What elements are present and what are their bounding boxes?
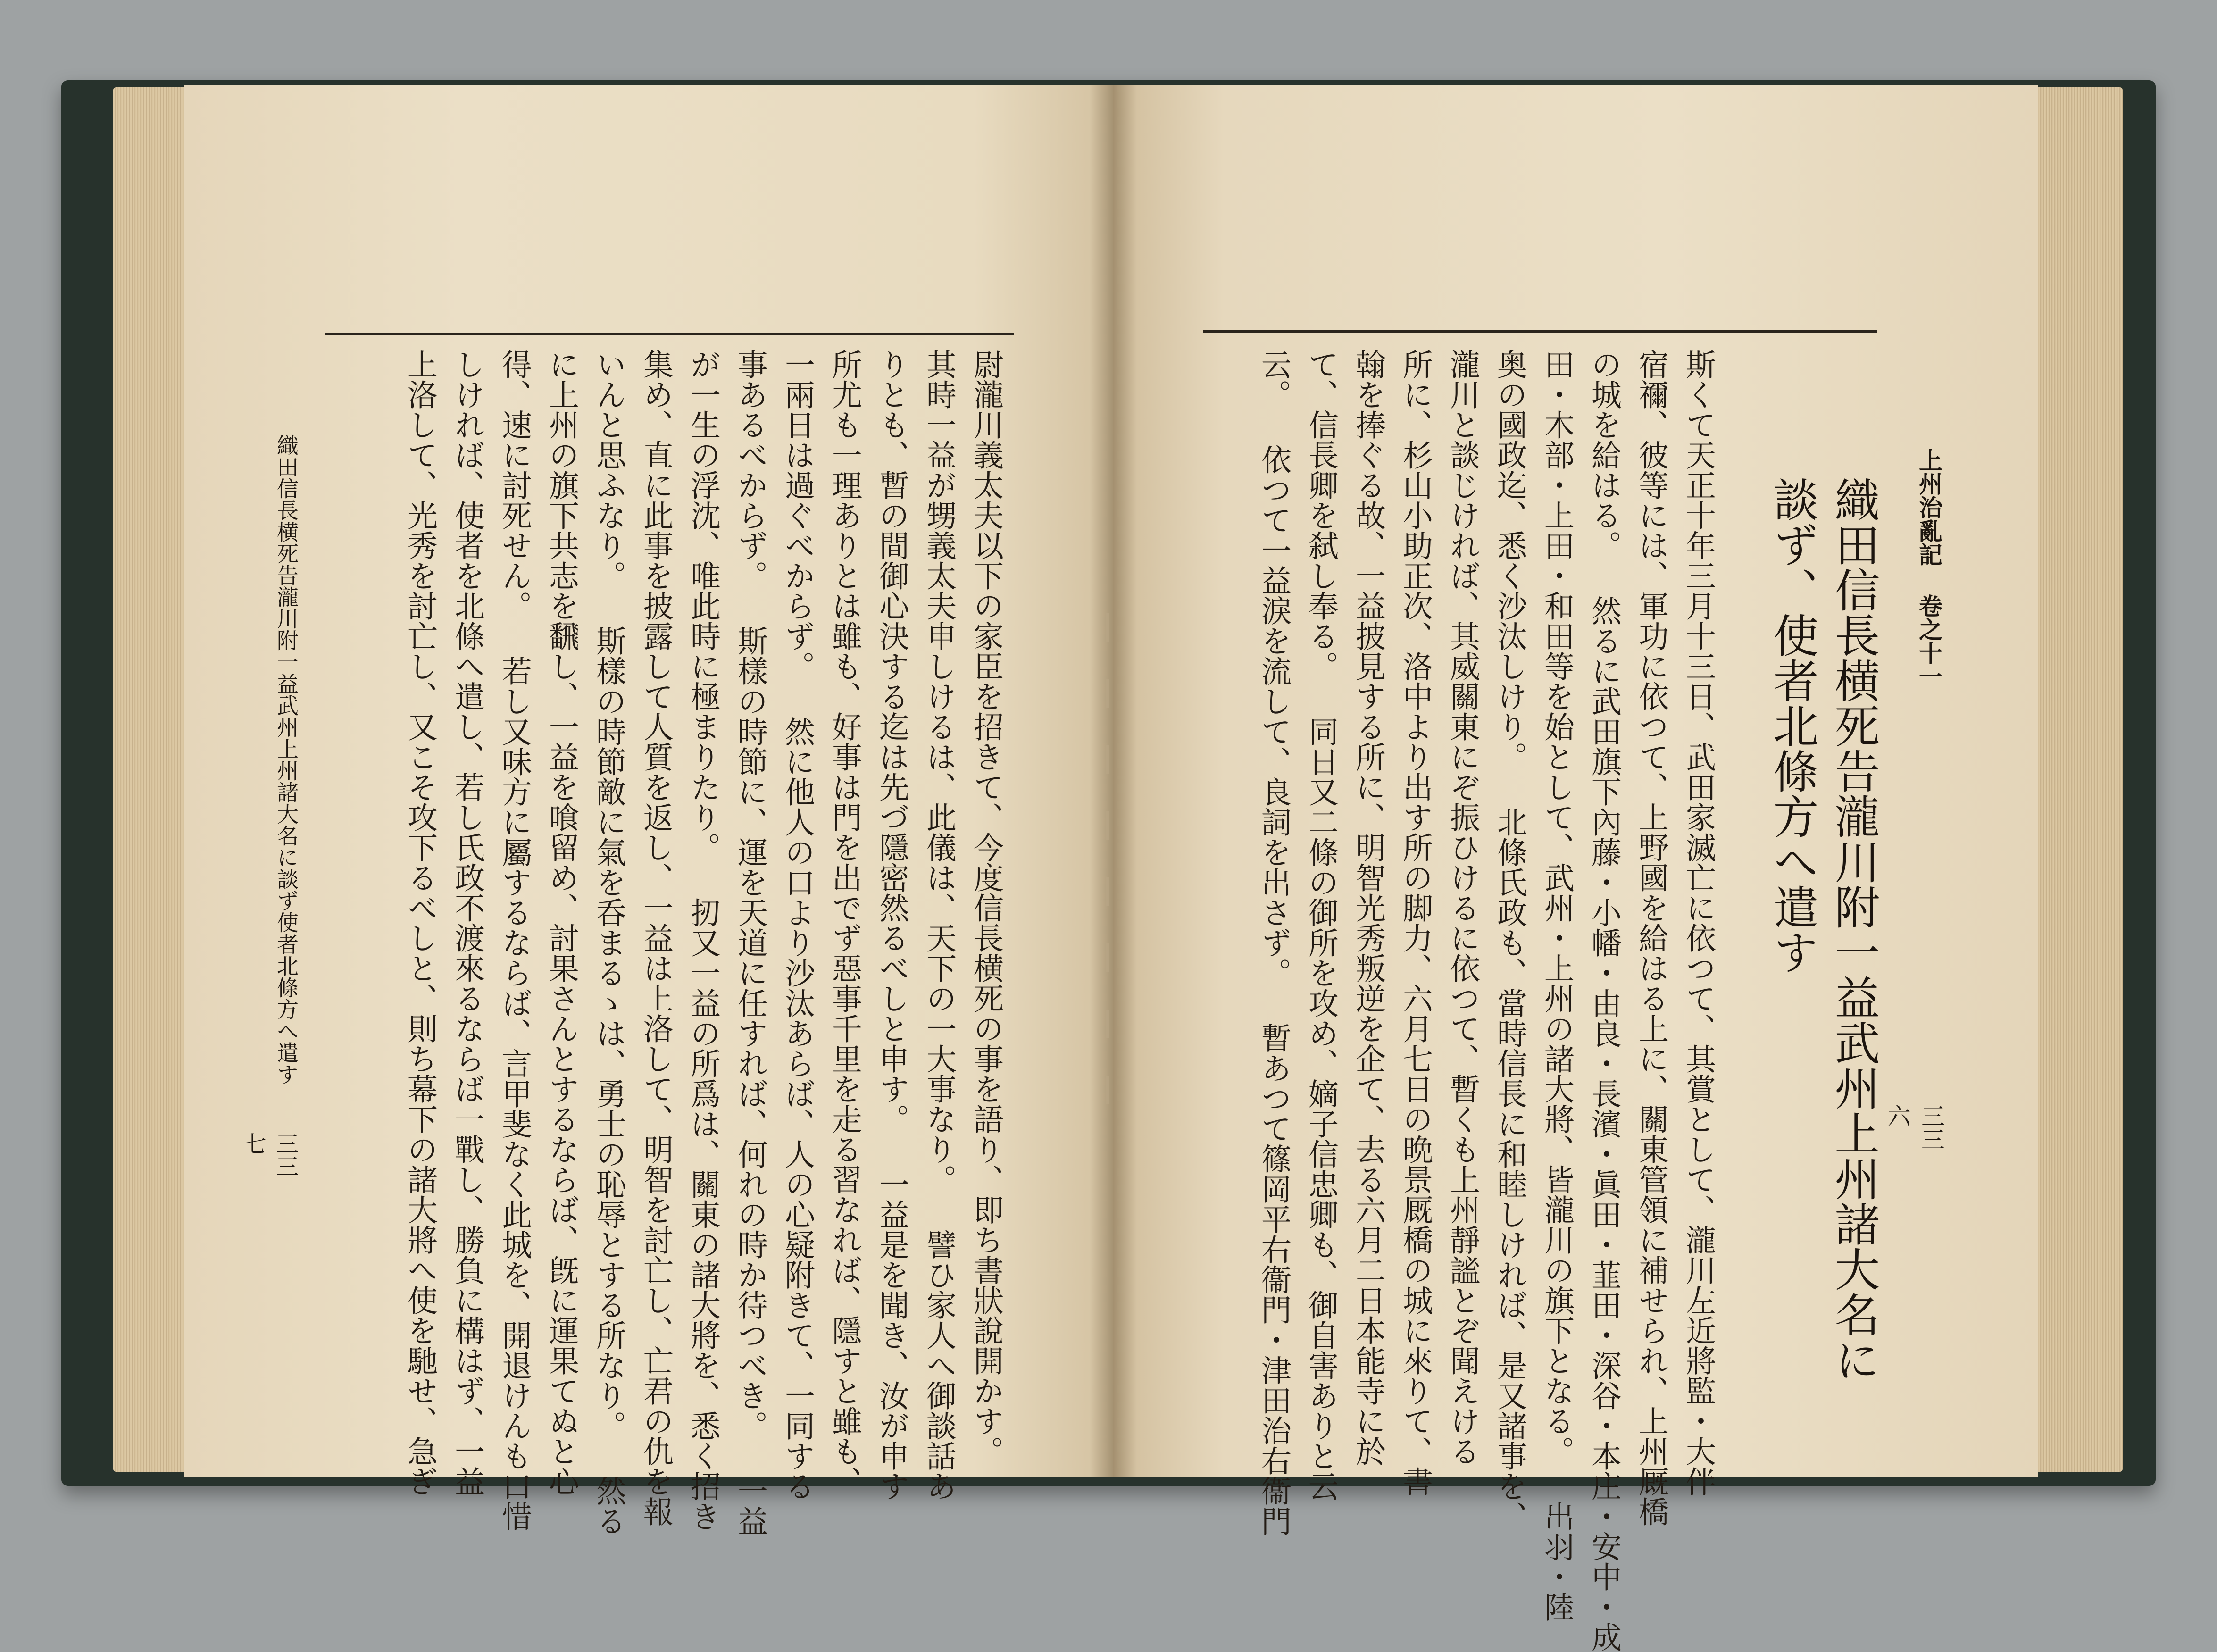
book-gutter xyxy=(1090,85,1137,1477)
text-line: 翰を捧ぐる故、一益披見する所に、明智光秀叛逆を企て、去る六月二日本能寺に於 xyxy=(1350,349,1385,1466)
text-line: いんと思ふなり。 斯樣の時節敵に氣を呑まるゝは、勇士の恥辱とする所なり。 然る xyxy=(591,349,626,1536)
text-line: 尉瀧川義太夫以下の家臣を招きて、今度信長横死の事を語り、即ち書狀說開かす。 xyxy=(968,349,1003,1466)
text-line: 斯くて天正十年三月十三日、武田家滅亡に依つて、其賞として、瀧川左近將監・大伴 xyxy=(1681,349,1716,1496)
text-line: が一生の浮沈、唯此時に極まりたり。 扨又一益の所爲は、關東の諸大將を、悉く招き xyxy=(685,349,720,1531)
heading-line-1: 織田信長横死告瀧川附一益武州上州諸大名に xyxy=(1827,476,1880,1382)
text-line: 事あるべからず。 斯樣の時節に、運を天道に任すれば、何れの時か待つべき。 一益 xyxy=(733,349,767,1536)
text-line: 瀧川と談じければ、其威關東にぞ振ひけるに依つて、暫くも上州靜謐とぞ聞えける xyxy=(1445,349,1480,1466)
text-line: の城を給はる。 然るに武田旗下內藤・小幡・由良・長濱・眞田・韮田・深谷・本庄・安中・成 xyxy=(1586,349,1621,1652)
text-line: 所に、杉山小助正次、洛中より出す所の脚力、六月七日の晩景厩橋の城に來りて、書 xyxy=(1398,349,1433,1496)
text-line: 云。 依つて一益淚を流して、良詞を出さず。 暫あつて篠岡平右衞門・津田治右衞門 xyxy=(1256,349,1291,1536)
left-page-number: 三三七 xyxy=(240,1132,299,1177)
text-line: 其時一益が甥義太夫申しけるは、此儀は、天下の一大事なり。 譬ひ家人へ御談話あ xyxy=(921,349,956,1501)
right-page-number: 三三六 xyxy=(1884,1104,1945,1151)
binding-thread xyxy=(1106,613,1109,1132)
left-page-body xyxy=(402,349,1009,1536)
right-page-body xyxy=(1205,349,1722,1652)
text-line: 一兩日は過ぐべからず。 然に他人の口より沙汰あらば、人の心疑附きて、一同する xyxy=(780,349,815,1501)
right-page-block-edge xyxy=(2028,87,2123,1472)
left-page-top-rule xyxy=(325,333,1014,335)
text-line: 上洛して、光秀を討亡し、又こそ攻下るべしと、則ち幕下の諸大將へ使を馳せ、急ぎ xyxy=(402,349,437,1496)
right-running-title: 上州治亂記 卷之十一 xyxy=(1915,448,1943,688)
left-page-block-edge xyxy=(113,87,193,1472)
text-line: しければ、使者を北條へ遣し、若し氏政不渡來るならば一戰し、勝負に構はず、一益 xyxy=(450,349,484,1496)
chapter-heading xyxy=(1762,476,1884,1382)
text-line: 所尤も一理ありとは雖も、好事は門を出でず惡事千里を走る習なれば、隱すと雖も、 xyxy=(827,349,862,1496)
text-line: 集め、直に此事を披露して人質を返し、一益は上洛して、明智を討亡し、亡君の仇を報 xyxy=(638,349,673,1527)
text-line: りとも、暫の間御心決する迄は先づ隱密然るべしと申す。 一益是を聞き、汝が申す xyxy=(874,349,909,1501)
heading-line-2: 談ず、使者北條方へ遣す xyxy=(1766,476,1819,975)
text-line: て、信長卿を弑し奉る。 同日又二條の御所を攻め、嫡子信忠卿も、御自害ありと云 xyxy=(1303,349,1338,1501)
right-page-top-rule xyxy=(1203,330,1877,333)
text-line: に上州の旗下共志を飜し、一益を喰留め、討果さんとするならば、旣に運果てぬと心 xyxy=(544,349,579,1496)
text-line: 田・木部・上田・和田等を始として、武州・上州の諸大將、皆瀧川の旗下となる。 出羽・陸 xyxy=(1539,349,1574,1622)
text-line: 宿禰、彼等には、軍功に依つて、上野國を給はる上に、關東管領に補せられ、上州厩橋 xyxy=(1634,349,1668,1527)
left-running-title: 織田信長横死告瀧川附一益武州上州諸大名に談ず使者北條方へ遣す xyxy=(274,434,299,1085)
text-line: 得、速に討死せん。 若し又味方に屬するならば、言甲斐なく此城を、開退けんも口惜 xyxy=(497,349,532,1531)
text-line: 奥の國政迄、悉く沙汰しけり。 北條氏政も、當時信長に和睦しければ、是又諸事を、 xyxy=(1492,349,1527,1531)
